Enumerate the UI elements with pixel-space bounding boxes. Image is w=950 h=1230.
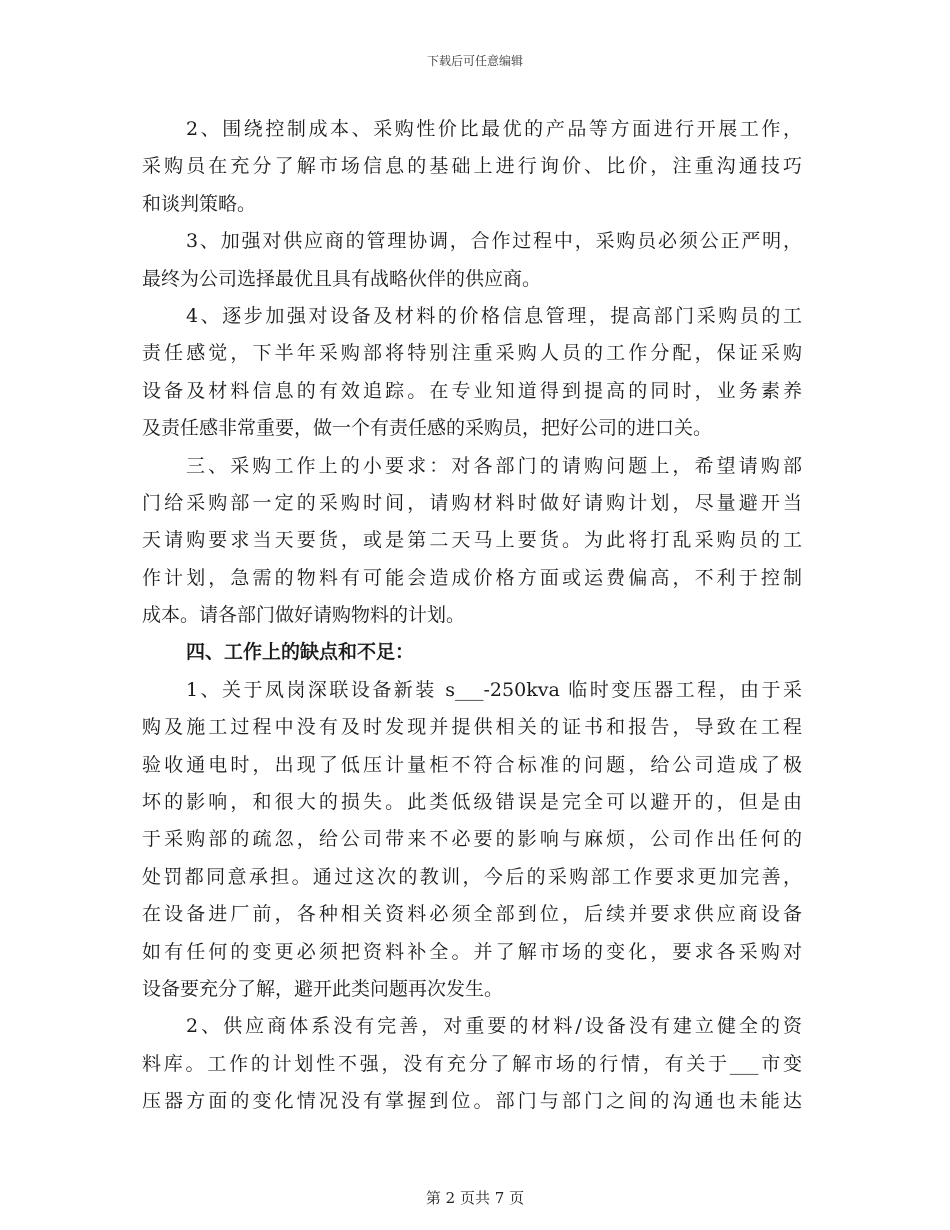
text-line: 天请购要求当天要货，或是第二天马上要货。为此将打乱采购员的工 xyxy=(142,529,802,552)
text-line: 料库。工作的计划性不强，没有充分了解市场的行情，有关于___市变 xyxy=(142,1052,802,1075)
text-line: 购及施工过程中没有及时发现并提供相关的证书和报告，导致在工程 xyxy=(142,716,802,739)
text-line: 和谈判策略。 xyxy=(142,192,257,215)
text-line: 处罚都同意承担。通过这次的教训，今后的采购部工作要求更加完善， xyxy=(142,865,802,888)
text-line: 设备及材料信息的有效追踪。在专业知道得到提高的同时，业务素养 xyxy=(142,379,802,402)
text-line: 压器方面的变化情况没有掌握到位。部门与部门之间的沟通也未能达 xyxy=(142,1090,802,1113)
text-line: 及责任感非常重要，做一个有责任感的采购员，把好公司的进口关。 xyxy=(142,417,713,440)
text-line: 2、围绕控制成本、采购性价比最优的产品等方面进行开展工作， xyxy=(186,118,802,140)
text-line: 如有任何的变更必须把资料补全。并了解市场的变化，要求各采购对 xyxy=(142,940,802,963)
text-line: 1、关于凤岗深联设备新装 s___-250kva 临时变压器工程，由于采 xyxy=(186,678,802,701)
text-line: 坏的影响，和很大的损失。此类低级错误是完全可以避开的，但是由 xyxy=(142,791,802,814)
page-header: 下载后可任意编辑 xyxy=(426,54,523,68)
text-line: 采购员在充分了解市场信息的基础上进行询价、比价，注重沟通技巧 xyxy=(142,155,802,178)
text-line: 4、逐步加强对设备及材料的价格信息管理，提高部门采购员的工 xyxy=(186,304,802,327)
text-line: 于采购部的疏忽，给公司带来不必要的影响与麻烦，公司作出任何的 xyxy=(142,828,802,851)
page-footer: 第 2 页共 7 页 xyxy=(425,1189,525,1207)
text-line: 责任感觉，下半年采购部将特别注重采购人员的工作分配，保证采购 xyxy=(142,342,802,365)
document-body xyxy=(142,111,802,1121)
text-line: 3、加强对供应商的管理协调，合作过程中，采购员必须公正严明， xyxy=(186,230,802,253)
text-line: 在设备进厂前，各种相关资料必须全部到位，后续并要求供应商设备 xyxy=(142,903,802,926)
text-line: 作计划，急需的物料有可能会造成价格方面或运费偏高，不利于控制 xyxy=(142,566,802,589)
section-heading: 四、工作上的缺点和不足： xyxy=(186,641,415,664)
text-line: 最终为公司选择最优且具有战略伙伴的供应商。 xyxy=(142,267,542,290)
text-line: 验收通电时，出现了低压计量柜不符合标准的问题，给公司造成了极 xyxy=(142,753,802,776)
text-line: 设备要充分了解，避开此类问题再次发生。 xyxy=(142,977,504,1000)
text-line: 三、采购工作上的小要求：对各部门的请购问题上，希望请购部 xyxy=(186,454,802,477)
text-line: 成本。请各部门做好请购物料的计划。 xyxy=(142,604,466,627)
text-line: 门给采购部一定的采购时间，请购材料时做好请购计划，尽量避开当 xyxy=(142,491,802,514)
text-line: 2、供应商体系没有完善，对重要的材料/设备没有建立健全的资 xyxy=(186,1015,802,1038)
